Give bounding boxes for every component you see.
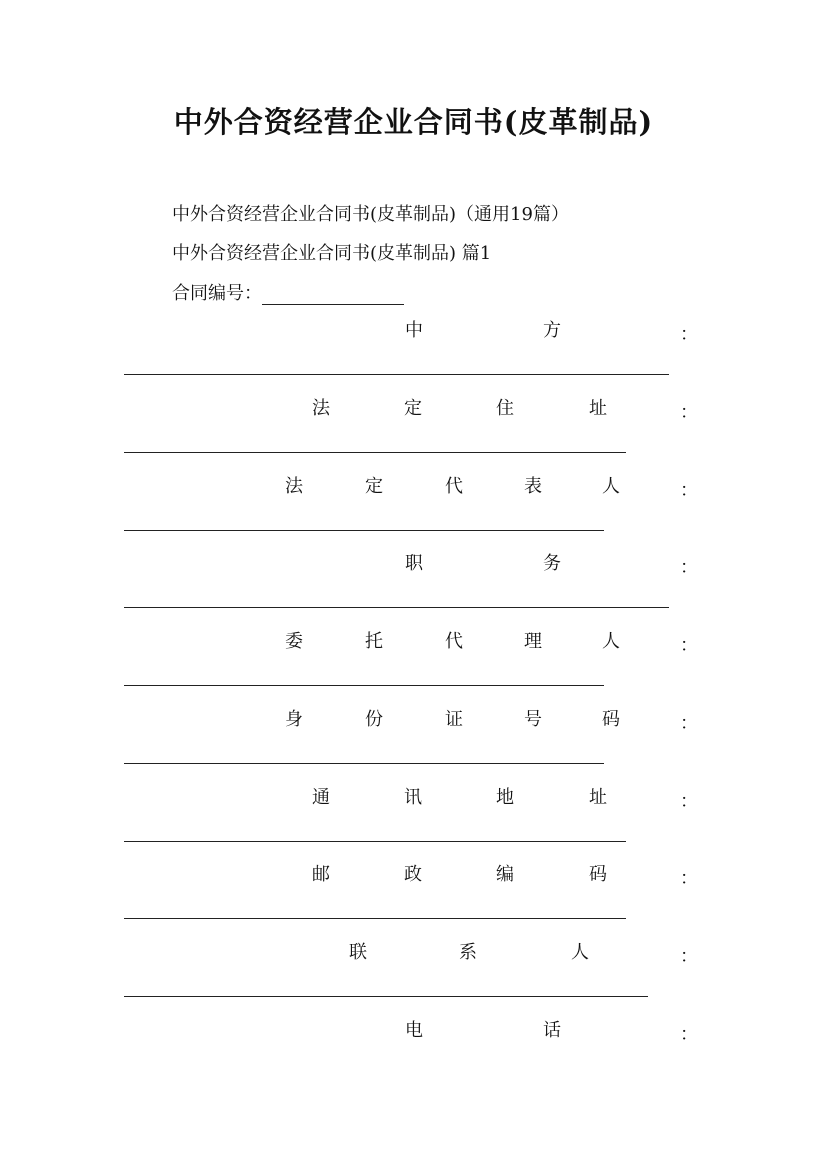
field-label-char: 讯 [404, 787, 422, 808]
field-colon: ： [680, 480, 698, 501]
field-label-char: 法 [312, 398, 330, 419]
field-label-char: 法 [285, 476, 303, 497]
field-label-char: 证 [445, 709, 463, 730]
form-field-7 [0, 860, 827, 890]
field-label-char: 址 [589, 398, 607, 419]
form-field-3 [0, 549, 827, 579]
field-colon: ： [680, 324, 698, 345]
form-field-2 [0, 472, 827, 502]
field-label-char: 务 [543, 553, 561, 574]
form-field-8 [0, 938, 827, 968]
field-label-char: 身 [285, 709, 303, 730]
fill-in-blank-line [124, 607, 669, 608]
field-label-char: 住 [496, 398, 514, 419]
field-colon: ： [680, 868, 698, 889]
field-label-char: 中 [405, 320, 423, 341]
form-field-5 [0, 705, 827, 735]
field-label-char: 邮 [312, 864, 330, 885]
field-label-char: 联 [349, 942, 367, 963]
form-field-4 [0, 627, 827, 657]
contract-number-row [172, 279, 404, 305]
fill-in-blank-line [124, 996, 648, 997]
form-field-1 [0, 394, 827, 424]
field-label-char: 通 [312, 787, 330, 808]
field-label-char: 政 [404, 864, 422, 885]
contract-number-blank [262, 286, 404, 305]
field-label-char: 理 [524, 631, 542, 652]
fill-in-blank-line [124, 452, 626, 453]
field-label-char: 编 [496, 864, 514, 885]
fill-in-blank-line [124, 374, 669, 375]
field-label-char: 码 [602, 709, 620, 730]
field-label-char: 人 [602, 631, 620, 652]
field-label-char: 托 [365, 631, 383, 652]
field-label-char: 电 [405, 1020, 423, 1041]
field-label-char: 代 [445, 631, 463, 652]
fill-in-blank-line [124, 530, 604, 531]
field-label-char: 址 [589, 787, 607, 808]
field-label-char: 定 [365, 476, 383, 497]
field-label-char: 表 [524, 476, 542, 497]
field-label-char: 人 [571, 942, 589, 963]
field-label-char: 号 [524, 709, 542, 730]
field-label-char: 份 [365, 709, 383, 730]
contract-number-label: 合同编号： [172, 283, 262, 304]
field-label-char: 定 [404, 398, 422, 419]
field-colon: ： [680, 402, 698, 423]
form-field-9 [0, 1016, 827, 1046]
field-label-char: 话 [543, 1020, 561, 1041]
field-label-char: 方 [543, 320, 561, 341]
field-colon: ： [680, 557, 698, 578]
fill-in-blank-line [124, 918, 626, 919]
intro-line-1: 中外合资经营企业合同书(皮革制品)（通用19篇） [172, 204, 569, 225]
field-label-char: 职 [405, 553, 423, 574]
intro-line-2: 中外合资经营企业合同书(皮革制品) 篇1 [172, 243, 492, 264]
field-label-char: 系 [459, 942, 477, 963]
field-label-char: 委 [285, 631, 303, 652]
field-label-char: 地 [496, 787, 514, 808]
field-label-char: 代 [445, 476, 463, 497]
field-colon: ： [680, 1024, 698, 1045]
fill-in-blank-line [124, 763, 604, 764]
fill-in-blank-line [124, 685, 604, 686]
field-label-char: 人 [602, 476, 620, 497]
field-colon: ： [680, 713, 698, 734]
field-label-char: 码 [589, 864, 607, 885]
field-colon: ： [680, 791, 698, 812]
field-colon: ： [680, 635, 698, 656]
field-colon: ： [680, 946, 698, 967]
form-field-6 [0, 783, 827, 813]
fill-in-blank-line [124, 841, 626, 842]
form-field-0 [0, 316, 827, 346]
document-title: 中外合资经营企业合同书(皮革制品) [173, 105, 654, 139]
